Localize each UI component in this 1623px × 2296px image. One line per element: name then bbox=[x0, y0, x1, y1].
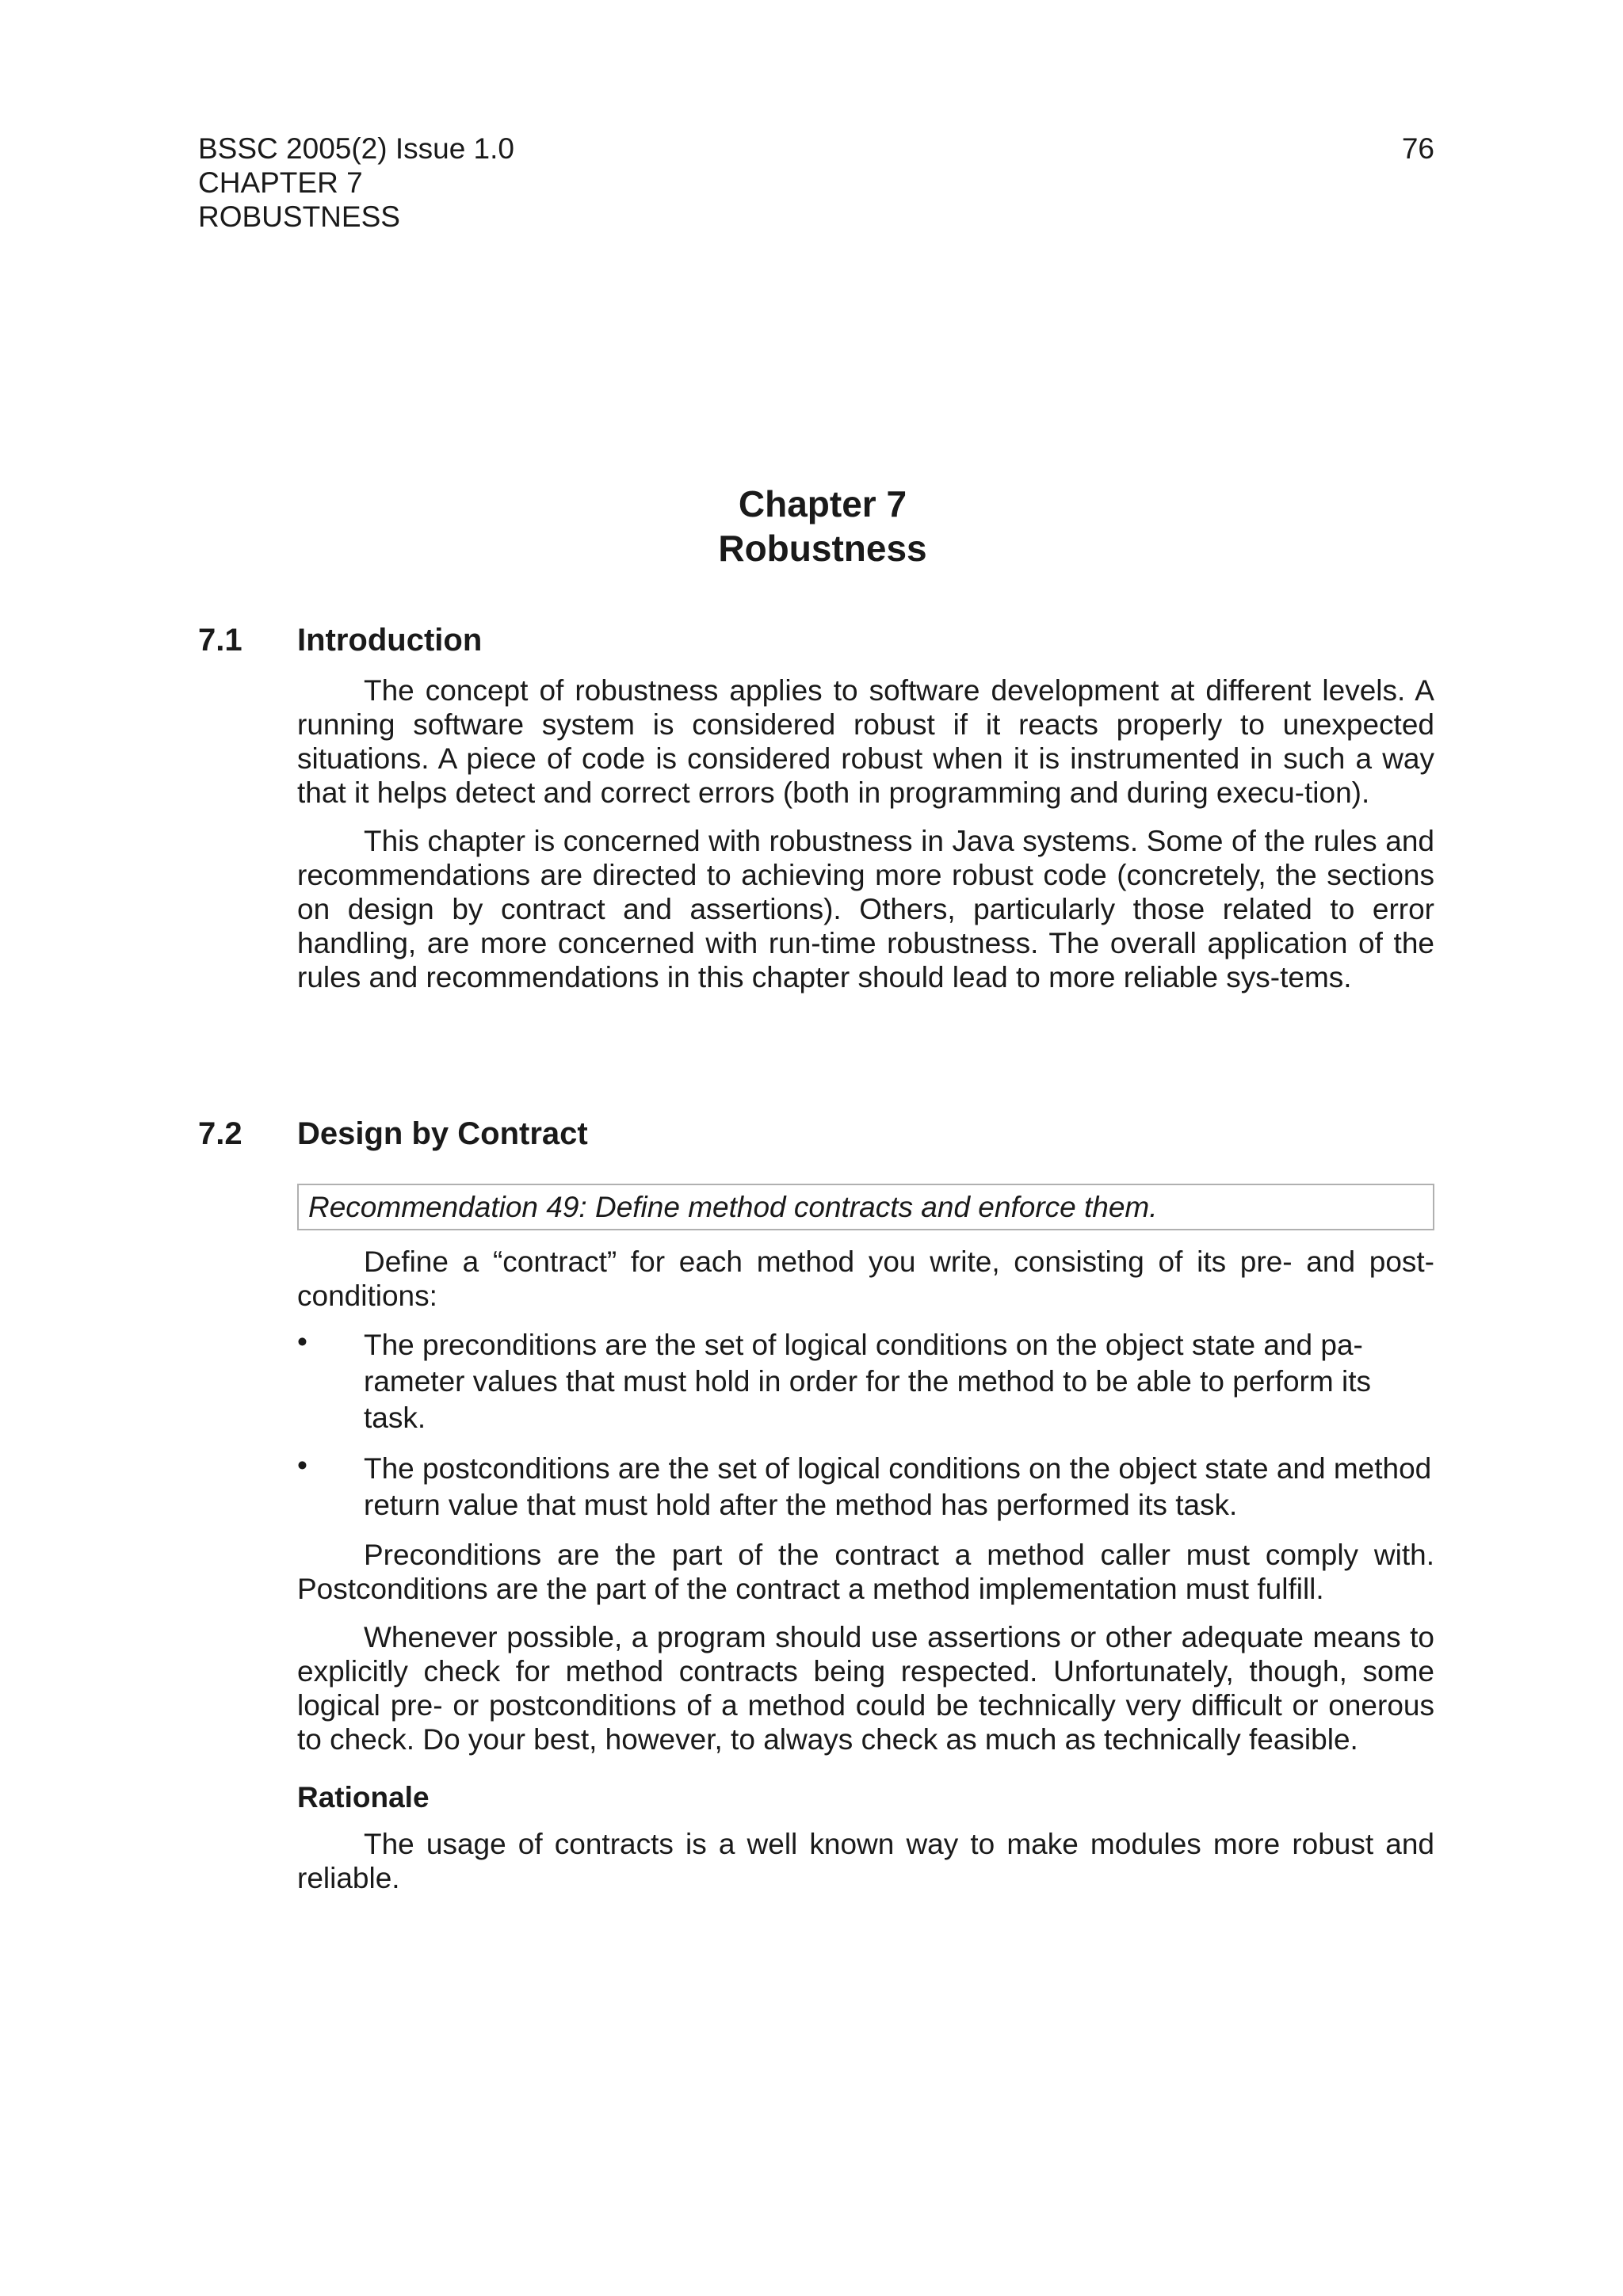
rationale-paragraph: The usage of contracts is a well known way to make modules more robust and reliable. bbox=[297, 1828, 1434, 1894]
section-number: 7.1 bbox=[198, 623, 242, 658]
section-number: 7.2 bbox=[198, 1116, 242, 1151]
header-chapter-name: ROBUSTNESS bbox=[198, 200, 400, 233]
page-number: 76 bbox=[1401, 132, 1434, 165]
section-title: Introduction bbox=[297, 623, 483, 658]
chapter-name-heading: Robustness bbox=[718, 528, 927, 569]
bullet-point-icon: • bbox=[297, 1449, 307, 1482]
paragraph: This chapter is concerned with robustness in Java systems. Some of the rules and recommendations are directed to achieving more robust code (concretely, the sections on design by contract and assertions). Others, particularly those related to error handling, are more concerned with run-time robustness. The overall application of the rules and recommendations in this chapter should lead to more reliable sys-tems. bbox=[297, 825, 1434, 994]
header-document-id: BSSC 2005(2) Issue 1.0 bbox=[198, 132, 514, 165]
design-by-contract-body bbox=[297, 1184, 1434, 1909]
chapter-number-heading: Chapter 7 bbox=[738, 483, 907, 524]
paragraph: Preconditions are the part of the contract a method caller must comply with. Postconditions are the part of the contract a method implementation must fulfill. bbox=[297, 1539, 1434, 1605]
list-item bbox=[297, 1451, 1434, 1524]
section-heading-design-by-contract bbox=[198, 1115, 588, 1153]
bullet-point-icon: • bbox=[297, 1325, 307, 1358]
list-item bbox=[297, 1327, 1434, 1436]
paragraph: Whenever possible, a program should use assertions or other adequate means to explicitly check for method contracts being respected. Unfortunately, though, some logical pre- or postconditions of a method could be technically very difficult or onerous to check. Do your best, however, to always check as much as technically feasible. bbox=[297, 1621, 1434, 1756]
paragraph: Define a “contract” for each method you write, consisting of its pre- and post-conditions: bbox=[297, 1245, 1434, 1312]
chapter-title bbox=[0, 482, 1623, 570]
list-item-text: The postconditions are the set of logical conditions on the object state and method return value that must hold after the method has performed its task. bbox=[364, 1452, 1432, 1521]
rationale-heading: Rationale bbox=[297, 1781, 430, 1814]
page-header bbox=[198, 132, 1434, 234]
section-heading-introduction bbox=[198, 621, 482, 659]
recommendation-box: Recommendation 49: Define method contracts and enforce them. bbox=[297, 1184, 1434, 1230]
list-item-text: The preconditions are the set of logical conditions on the object state and pa-rameter values that must hold in order for the method to be able to perform its task. bbox=[364, 1329, 1371, 1434]
header-chapter-number: CHAPTER 7 bbox=[198, 166, 363, 199]
paragraph: The concept of robustness applies to software development at different levels. A running software system is considered robust if it reacts properly to unexpected situations. A piece of code is considered robust when it is instrumented in such a way that it helps detect and correct errors (both in programming and during execu-tion). bbox=[297, 674, 1434, 809]
introduction-body bbox=[297, 673, 1434, 1009]
section-title: Design by Contract bbox=[297, 1116, 588, 1151]
